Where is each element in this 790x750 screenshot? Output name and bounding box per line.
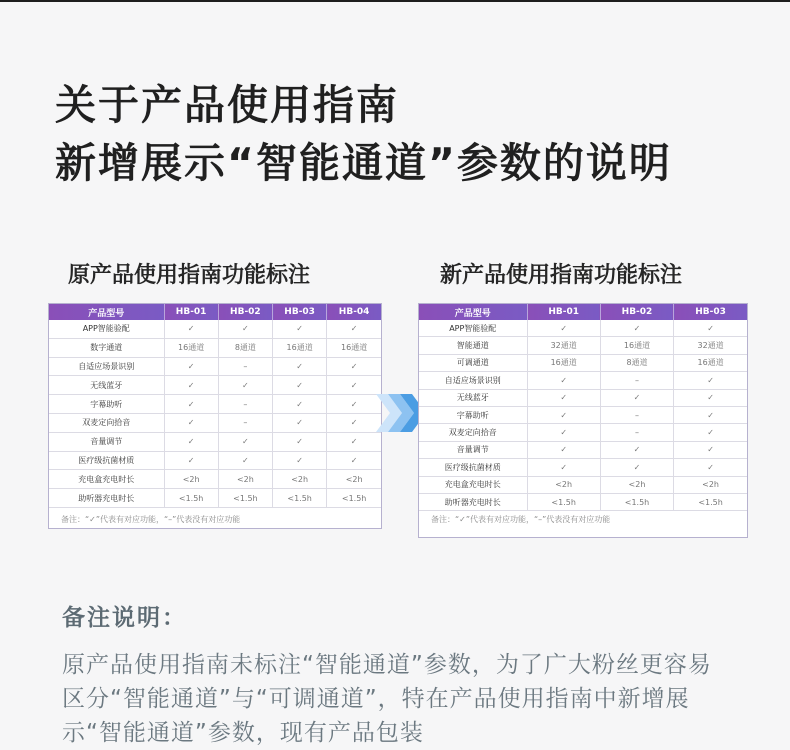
check-icon: ✓: [218, 376, 272, 395]
check-icon: ✓: [674, 459, 747, 476]
check-icon: ✓: [327, 432, 381, 451]
table-cell: <2h: [674, 476, 747, 493]
dash-icon: –: [218, 357, 272, 376]
check-icon: ✓: [273, 451, 327, 470]
page-title-line-1: 关于产品使用指南: [55, 81, 399, 129]
table-row: [49, 338, 381, 357]
new-table-note: 备注：“✓”代表有对应功能，“–”代表没有对应功能: [431, 515, 611, 524]
check-icon: ✓: [674, 372, 747, 389]
check-icon: ✓: [527, 424, 600, 441]
table-cell: <2h: [327, 470, 381, 489]
check-icon: ✓: [674, 320, 747, 337]
table-cell: <1.5h: [327, 489, 381, 508]
table-row: [419, 337, 747, 354]
table-cell: <1.5h: [164, 489, 218, 508]
table-cell: 16通道: [600, 337, 673, 354]
table-cell: <1.5h: [600, 493, 673, 510]
row-label: 无线蓝牙: [419, 389, 527, 406]
check-icon: ✓: [164, 320, 218, 338]
table-cell: <2h: [527, 476, 600, 493]
check-icon: ✓: [164, 413, 218, 432]
table-row: [419, 406, 747, 423]
row-label: 双麦定向拾音: [419, 424, 527, 441]
row-label: 充电盒充电时长: [419, 476, 527, 493]
column-header-hb-04: HB-04: [327, 304, 381, 320]
row-label: 无线蓝牙: [49, 376, 164, 395]
old-spec-table: [49, 304, 381, 508]
column-header-model: 产品型号: [419, 304, 527, 320]
dash-icon: –: [600, 372, 673, 389]
check-icon: ✓: [273, 320, 327, 338]
dash-icon: –: [600, 406, 673, 423]
table-cell: 16通道: [527, 354, 600, 371]
check-icon: ✓: [674, 424, 747, 441]
table-row: [49, 470, 381, 489]
table-row: [419, 459, 747, 476]
check-icon: ✓: [327, 357, 381, 376]
column-header-hb-03: HB-03: [273, 304, 327, 320]
check-icon: ✓: [273, 413, 327, 432]
row-label: 双麦定向拾音: [49, 413, 164, 432]
row-label: 充电盒充电时长: [49, 470, 164, 489]
check-icon: ✓: [164, 357, 218, 376]
table-cell: 8通道: [600, 354, 673, 371]
column-header-hb-02: HB-02: [600, 304, 673, 320]
page-title-line-2: 新增展示“智能通道”参数的说明: [55, 139, 672, 187]
row-label: 医疗级抗菌材质: [419, 459, 527, 476]
row-label: 助听器充电时长: [419, 493, 527, 510]
check-icon: ✓: [218, 451, 272, 470]
new-spec-table-card: [418, 303, 748, 538]
row-label: 医疗级抗菌材质: [49, 451, 164, 470]
table-cell: 32通道: [674, 337, 747, 354]
table-row: [419, 389, 747, 406]
table-row: [419, 354, 747, 371]
table-cell: <2h: [600, 476, 673, 493]
table-row: [419, 476, 747, 493]
old-spec-table-card: [48, 303, 382, 529]
check-icon: ✓: [527, 389, 600, 406]
row-label: 自适应场景识别: [419, 372, 527, 389]
table-cell: <2h: [273, 470, 327, 489]
table-cell: 16通道: [674, 354, 747, 371]
table-cell: 8通道: [218, 338, 272, 357]
table-cell: <1.5h: [674, 493, 747, 510]
check-icon: ✓: [600, 441, 673, 458]
check-icon: ✓: [327, 451, 381, 470]
row-label: 字幕助听: [419, 406, 527, 423]
check-icon: ✓: [164, 395, 218, 414]
row-label: 自适应场景识别: [49, 357, 164, 376]
check-icon: ✓: [273, 395, 327, 414]
check-icon: ✓: [527, 406, 600, 423]
old-table-title: 原产品使用指南功能标注: [68, 263, 311, 288]
table-row: [419, 493, 747, 510]
row-label: 智能通道: [419, 337, 527, 354]
table-row: [49, 413, 381, 432]
new-table-title: 新产品使用指南功能标注: [440, 263, 683, 288]
row-label: 字幕助听: [49, 395, 164, 414]
check-icon: ✓: [527, 320, 600, 337]
table-row: [419, 372, 747, 389]
column-header-hb-03: HB-03: [674, 304, 747, 320]
table-cell: 16通道: [327, 338, 381, 357]
row-label: 数字通道: [49, 338, 164, 357]
table-cell: <1.5h: [273, 489, 327, 508]
table-row: [49, 432, 381, 451]
column-header-hb-01: HB-01: [164, 304, 218, 320]
dash-icon: –: [218, 413, 272, 432]
check-icon: ✓: [273, 376, 327, 395]
remark-body: 原产品使用指南未标注“智能通道”参数，为了广大粉丝更容易区分“智能通道”与“可调通道”，特在产品使用指南中新增展示“智能通道”参数，现有产品包装: [62, 652, 712, 746]
check-icon: ✓: [164, 432, 218, 451]
column-header-hb-01: HB-01: [527, 304, 600, 320]
table-cell: <1.5h: [218, 489, 272, 508]
table-row: [49, 376, 381, 395]
column-header-hb-02: HB-02: [218, 304, 272, 320]
top-divider: [0, 0, 790, 2]
check-icon: ✓: [218, 320, 272, 338]
check-icon: ✓: [600, 389, 673, 406]
check-icon: ✓: [327, 413, 381, 432]
check-icon: ✓: [327, 395, 381, 414]
check-icon: ✓: [527, 459, 600, 476]
check-icon: ✓: [327, 320, 381, 338]
new-spec-table: [419, 304, 747, 511]
table-cell: 32通道: [527, 337, 600, 354]
remark-title: 备注说明：: [62, 605, 187, 631]
row-label: APP智能验配: [49, 320, 164, 338]
table-row: [49, 357, 381, 376]
row-label: 音量调节: [49, 432, 164, 451]
table-row: [49, 395, 381, 414]
check-icon: ✓: [674, 389, 747, 406]
table-cell: 16通道: [164, 338, 218, 357]
column-header-model: 产品型号: [49, 304, 164, 320]
table-cell: <2h: [218, 470, 272, 489]
check-icon: ✓: [218, 432, 272, 451]
table-row: [419, 320, 747, 337]
table-cell: <1.5h: [527, 493, 600, 510]
check-icon: ✓: [327, 376, 381, 395]
check-icon: ✓: [600, 320, 673, 337]
table-row: [419, 424, 747, 441]
table-row: [49, 451, 381, 470]
row-label: 可调通道: [419, 354, 527, 371]
check-icon: ✓: [600, 459, 673, 476]
table-cell: 16通道: [273, 338, 327, 357]
check-icon: ✓: [273, 432, 327, 451]
table-cell: <2h: [164, 470, 218, 489]
dash-icon: –: [600, 424, 673, 441]
check-icon: ✓: [527, 372, 600, 389]
check-icon: ✓: [527, 441, 600, 458]
table-row: [49, 489, 381, 508]
dash-icon: –: [218, 395, 272, 414]
table-row: [49, 320, 381, 338]
check-icon: ✓: [164, 376, 218, 395]
check-icon: ✓: [273, 357, 327, 376]
table-row: [419, 441, 747, 458]
old-table-note: 备注：“✓”代表有对应功能，“–”代表没有对应功能: [61, 515, 241, 524]
row-label: 助听器充电时长: [49, 489, 164, 508]
row-label: APP智能验配: [419, 320, 527, 337]
check-icon: ✓: [164, 451, 218, 470]
row-label: 音量调节: [419, 441, 527, 458]
check-icon: ✓: [674, 441, 747, 458]
check-icon: ✓: [674, 406, 747, 423]
